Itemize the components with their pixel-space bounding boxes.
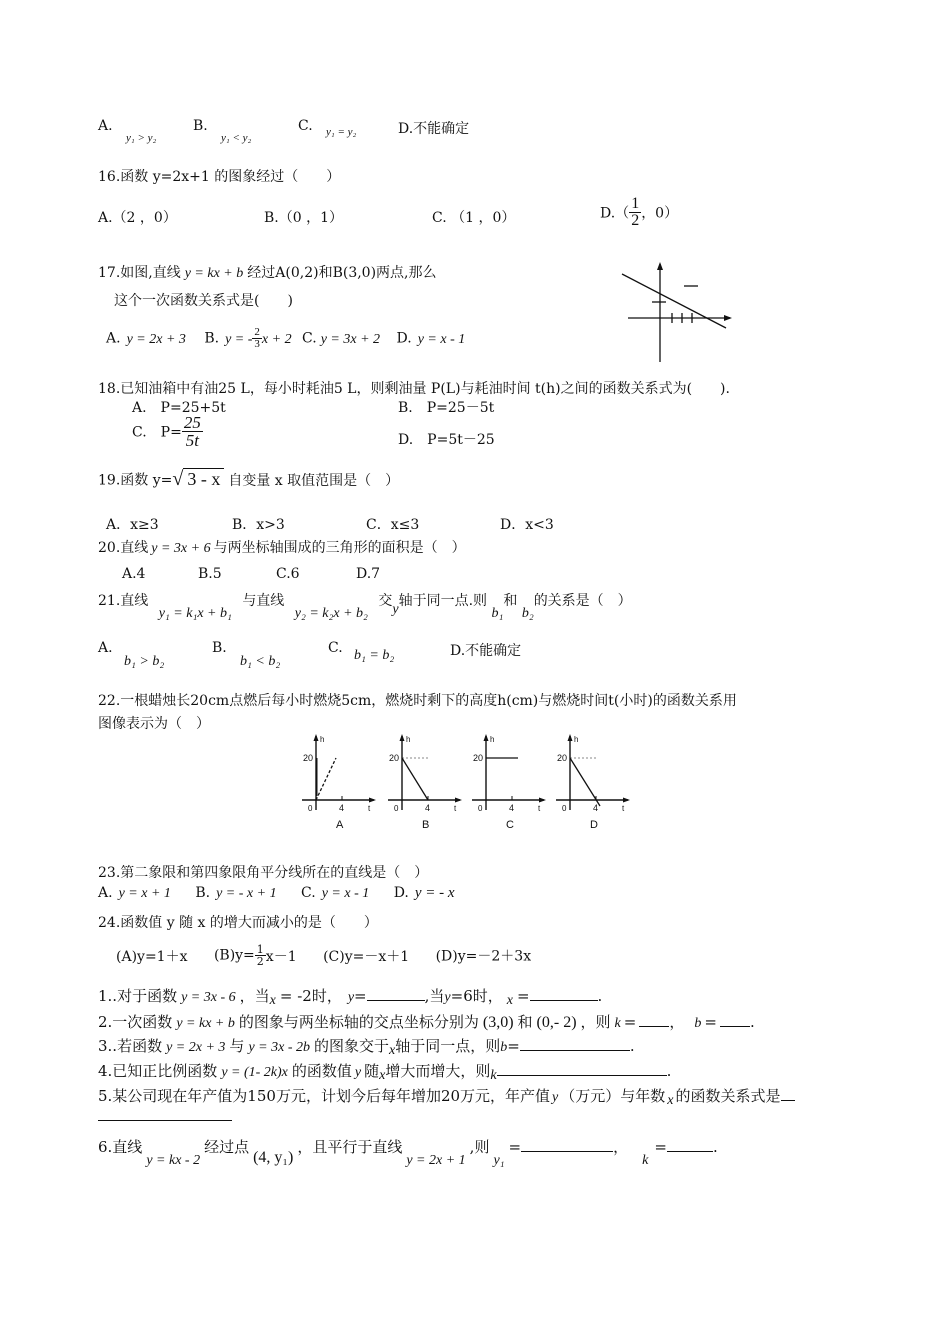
- q15-option-a: A.: [98, 118, 113, 134]
- q22-stem-line1: 22.一根蜡烛长20cm点燃后每小时燃烧5cm，燃烧时剩下的高度h(cm)与燃烧时间t(小时)的函数关系用: [98, 693, 737, 709]
- q16-option-d: D.（ $\frac{1}{2}$ ，0）: [600, 195, 679, 229]
- q18-stem: 18.已知油箱中有油25 L，每小时耗油5 L，则剩油量 P(L)与耗油时间 t(h)之间的函数关系式为( ).: [98, 381, 730, 397]
- q22-graph-B-origin: 0: [394, 804, 399, 813]
- q22-graph-D-y-arrow: [568, 734, 573, 741]
- fill-item-3: 3..若函数 y = 2x + 3 与 y = 3x - 2b 的图象交于x轴于同一点，则b= .: [98, 1037, 635, 1058]
- q22-graph-A-y-arrow: [314, 734, 319, 741]
- q23-options: A. y = x + 1 B. y = - x + 1 C. y = x - 1 D. y = - x: [98, 885, 455, 901]
- q22-graph-C-t-label: t: [538, 804, 541, 813]
- q22-stem-line2: 图像表示为（ ）: [98, 716, 210, 732]
- q17-stem: 17.如图,直线 y = kx + b 经过A(0,2)和B(3,0)两点,那么: [98, 265, 437, 281]
- q22-graph-D-t-label: t: [622, 804, 625, 813]
- q22-graph-A-line: [316, 758, 336, 800]
- q24-options: (A)y=1＋x (B)y= $\frac{1}{2}$ x－1 (C)y=－x＋1 (D)y=－2＋3x: [116, 943, 532, 968]
- q22-graph-C-caption: C: [506, 819, 514, 831]
- fill-item-6: 6.直线y = kx - 2经过点(4, y₁)，且平行于直线y = 2x + 1,则y₁= ，k= .: [98, 1138, 718, 1168]
- q22-graph-A-caption: A: [336, 819, 344, 831]
- q22-graph-D-x-arrow: [623, 798, 630, 803]
- q22-graph-B-y-tick: 20: [389, 753, 400, 763]
- q17-stem-line2: 这个一次函数关系式是( ): [114, 293, 293, 309]
- q19-option-d: D．x<3: [500, 517, 554, 533]
- q22-graph-B-x-arrow: [455, 798, 462, 803]
- q21-option-b: B.: [212, 640, 227, 656]
- fill-5-blank-start[interactable]: [781, 1100, 795, 1101]
- q15-option-a-expr: y₁ > y₂: [126, 132, 157, 144]
- fill-3-blank-b[interactable]: [520, 1050, 630, 1051]
- q17-options: A. y = 2x + 3 B. y = - $\frac{2}{3}$ x + 2 C. y = 3x + 2 D. y = x - 1: [106, 326, 466, 350]
- fill-4-blank-k[interactable]: [497, 1075, 667, 1076]
- q21-option-a-expr: b₁ > b₂: [124, 654, 165, 669]
- q16-option-b: B.（0 ，1）: [264, 210, 344, 226]
- q16-option-a: A.（2 ，0）: [98, 210, 177, 226]
- q18-option-d: D. P=5t－25: [398, 432, 495, 448]
- q15-option-b: B.: [193, 118, 208, 134]
- q18-option-c: C. P= $\frac{25}{5t}$: [132, 413, 201, 450]
- q22-graph-A-x-tick: 4: [339, 803, 345, 813]
- q22-graph-C-origin: 0: [478, 804, 483, 813]
- q22-graph-B-line: [402, 758, 428, 800]
- q22-graph-D-y-tick: 20: [557, 753, 568, 763]
- fill-2-blank-k[interactable]: [639, 1026, 669, 1027]
- q22-graph-C-x-tick: 4: [509, 803, 515, 813]
- q15-option-d: D.不能确定: [398, 121, 470, 137]
- q22-graph-C-y-tick: 20: [473, 753, 484, 763]
- q18-option-b: B. P=25－5t: [398, 400, 495, 416]
- q19-option-c: C．x≤3: [366, 517, 420, 533]
- q20-option-d: D.7: [356, 566, 381, 582]
- q16-d-numerator: 1: [631, 195, 640, 212]
- q21-option-b-expr: b₁ < b₂: [240, 654, 281, 669]
- q17-line-graph: [618, 262, 734, 364]
- fill-1-blank-x[interactable]: [530, 1000, 598, 1001]
- fill-6-blank-k[interactable]: [667, 1151, 713, 1152]
- q22-graph-C-x-arrow: [539, 798, 546, 803]
- q20-option-a: A.4: [122, 566, 146, 582]
- q16-option-c: C. （1 ，0）: [432, 210, 516, 226]
- q22-graph-A-origin: 0: [308, 804, 313, 813]
- q22-graph-A-x-arrow: [369, 798, 376, 803]
- q22-graph-D-caption: D: [590, 819, 598, 831]
- q19-option-a: A．x≥3: [106, 517, 159, 533]
- q15-option-b-expr: y₁ < y₂: [221, 132, 252, 144]
- q24-stem: 24.函数值 y 随 x 的增大而减小的是（ ）: [98, 915, 378, 931]
- fill-1-blank-y[interactable]: [367, 1000, 425, 1001]
- q22-graphs: [296, 730, 632, 834]
- q17-line: [622, 274, 726, 328]
- q21-option-a: A.: [98, 640, 113, 656]
- q19-option-b: B．x>3: [232, 517, 285, 533]
- q22-graph-A-y-tick: 20: [303, 753, 314, 763]
- q22-graph-B-x-tick: 4: [425, 803, 431, 813]
- q15-option-c-expr: y₁ = y₂: [326, 126, 357, 138]
- q22-graph-B-caption: B: [422, 819, 430, 831]
- q22-graph-D-x-tick: 4: [593, 803, 599, 813]
- q22-graph-A-h-label: h: [320, 735, 325, 744]
- q22-graph-A-t-label: t: [368, 804, 371, 813]
- q21-option-c-expr: b₁ = b₂: [354, 648, 395, 663]
- q22-graph-D-h-label: h: [574, 735, 579, 744]
- q16-stem: 16.函数 y=2x+1 的图象经过（ ）: [98, 169, 341, 185]
- fill-item-4: 4.已知正比例函数 y = (1- 2k)x 的函数值 y 随x增大而增大，则k .: [98, 1062, 672, 1083]
- q22-graph-C-y-arrow: [484, 734, 489, 741]
- q19-radical: √ 3 - x: [172, 468, 224, 491]
- q23-stem: 23.第二象限和第四象限角平分线所在的直线是（ ）: [98, 865, 429, 881]
- q22-graph-B-y-arrow: [400, 734, 405, 741]
- fill-5-blank-cont[interactable]: [98, 1104, 232, 1125]
- q17-x-arrow: [724, 315, 732, 321]
- fill-6-blank-y1[interactable]: [521, 1151, 613, 1152]
- q17-y-arrow: [657, 262, 663, 270]
- q20-option-b: B.5: [198, 566, 222, 582]
- fill-item-1: 1..对于函数 y = 3x - 6 ，当x = -2时， y= ,当y=6时， x = .: [98, 987, 603, 1008]
- q16-d-denominator: 2: [631, 212, 640, 229]
- q21-stem: 21.直线 y₁ = k₁x + b₁ 与直线 y₂ = k₂x + b₂ 交y轴于同一点.则 b₁和 b₂的关系是（ ）: [98, 593, 632, 621]
- q20-stem: 20.直线 y = 3x + 6 与两坐标轴围成的三角形的面积是（ ）: [98, 540, 466, 556]
- q21-option-c: C.: [328, 640, 343, 656]
- q20-option-c: C.6: [276, 566, 300, 582]
- fill-2-blank-b[interactable]: [720, 1026, 750, 1027]
- q15-option-c: C.: [298, 118, 313, 134]
- q22-graph-D-line: [570, 758, 600, 806]
- q18-option-a: A. P=25+5t: [132, 400, 226, 416]
- fill-item-2: 2.一次函数 y = kx + b 的图象与两坐标轴的交点坐标分别为 (3,0) 和 (0,- 2) ，则 k = ， b = .: [98, 1013, 755, 1031]
- q22-graph-D-origin: 0: [562, 804, 567, 813]
- q22-graph-B-h-label: h: [406, 735, 411, 744]
- fill-item-5: 5.某公司现在年产值为150万元，计划今后每年增加20万元，年产值 y （万元）与年数 x 的函数关系式是: [98, 1085, 795, 1106]
- q22-graph-B-t-label: t: [454, 804, 457, 813]
- q22-graph-C-h-label: h: [490, 735, 495, 744]
- q19-stem: 19.函数 y=√ 3 - x 自变量 x 取值范围是（ ）: [98, 468, 400, 490]
- q21-option-d: D.不能确定: [450, 643, 522, 659]
